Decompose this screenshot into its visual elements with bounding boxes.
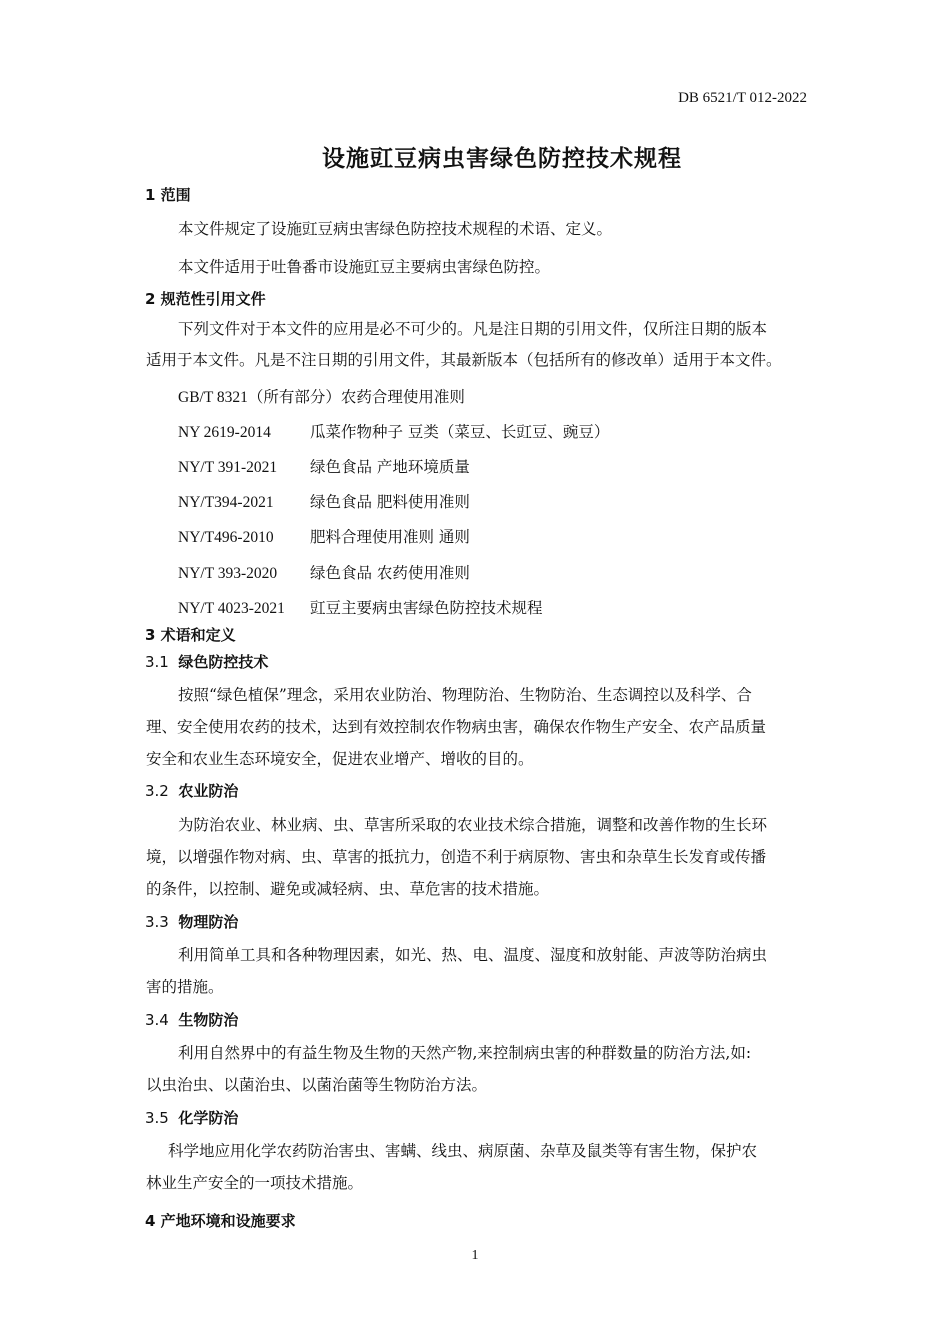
term-3-2-heading (145, 780, 238, 801)
term-3-5-line-2: 林业生产安全的一项技术措施。 (146, 1174, 364, 1192)
term-number: 3.5 (145, 1109, 169, 1127)
page-title: 设施豇豆病虫害绿色防控技术规程 (322, 146, 682, 172)
term-3-5-line-1: 科学地应用化学农药防治害虫、害螨、线虫、病原菌、杂草及鼠类等有害生物，保护农 (168, 1142, 758, 1160)
term-3-2-line-3: 的条件，以控制、避免或减轻病、虫、草危害的技术措施。 (146, 880, 550, 898)
term-3-5-heading (145, 1107, 238, 1128)
term-3-4-line-2: 以虫治虫、以菌治虫、以菌治菌等生物防治方法。 (146, 1076, 488, 1094)
reference-item (178, 420, 609, 442)
reference-code: NY/T 391-2021 (178, 459, 278, 476)
term-number: 3.3 (145, 913, 169, 931)
term-3-3-line-2: 害的措施。 (146, 978, 224, 996)
term-3-1-line-1: 按照“绿色植保”理念，采用农业防治、物理防治、生物防治、生态调控以及科学、合 (178, 686, 752, 704)
reference-code: NY/T394-2021 (178, 494, 274, 511)
reference-code: NY/T 4023-2021 (178, 600, 285, 617)
term-number: 3.2 (145, 782, 169, 800)
section-1-paragraph-2: 本文件适用于吐鲁番市设施豇豆主要病虫害绿色防控。 (178, 258, 551, 276)
section-2-heading: 2 规范性引用文件 (145, 290, 266, 308)
term-number: 3.4 (145, 1011, 169, 1029)
section-1-paragraph-1: 本文件规定了设施豇豆病虫害绿色防控技术规程的术语、定义。 (178, 220, 613, 238)
section-1-heading: 1 范围 (145, 186, 191, 204)
reference-item (178, 596, 543, 618)
term-name: 绿色防控技术 (178, 653, 269, 671)
term-name: 化学防治 (178, 1109, 239, 1127)
reference-code: NY/T 393-2020 (178, 565, 278, 582)
reference-title: 瓜菜作物种子 豆类（菜豆、长豇豆、豌豆） (310, 423, 610, 441)
term-3-3-heading (145, 911, 238, 932)
term-name: 物理防治 (178, 913, 239, 931)
reference-item (178, 525, 470, 547)
reference-title: 绿色食品 产地环境质量 (310, 458, 470, 476)
reference-title: 豇豆主要病虫害绿色防控技术规程 (310, 599, 543, 617)
term-3-3-line-1: 利用简单工具和各种物理因素，如光、热、电、温度、湿度和放射能、声波等防治病虫 (178, 946, 768, 964)
term-3-1-heading (145, 651, 268, 672)
reference-item (178, 455, 470, 477)
document-number: DB 6521/T 012-2022 (678, 90, 807, 106)
section-3-heading: 3 术语和定义 (145, 626, 236, 644)
term-name: 生物防治 (178, 1011, 239, 1029)
term-3-4-heading (145, 1009, 238, 1030)
term-3-2-line-2: 境，以增强作物对病、虫、草害的抵抗力，创造不利于病原物、害虫和杂草生长发育或传播 (146, 848, 767, 866)
section-4-heading: 4 产地环境和设施要求 (145, 1212, 296, 1230)
section-2-paragraph-line-1: 下列文件对于本文件的应用是必不可少的。凡是注日期的引用文件，仅所注日期的版本 (178, 320, 768, 338)
term-name: 农业防治 (178, 782, 239, 800)
reference-title: 绿色食品 肥料使用准则 (310, 493, 470, 511)
term-3-2-line-1: 为防治农业、林业病、虫、草害所采取的农业技术综合措施，调整和改善作物的生长环 (178, 816, 768, 834)
reference-title: 绿色食品 农药使用准则 (310, 564, 470, 582)
page-number: 1 (471, 1248, 479, 1263)
reference-title: 肥料合理使用准则 通则 (310, 528, 470, 546)
reference-code: NY/T496-2010 (178, 529, 274, 546)
reference-item (178, 385, 465, 407)
section-2-paragraph-line-2: 适用于本文件。凡是不注日期的引用文件，其最新版本（包括所有的修改单）适用于本文件。 (146, 351, 782, 369)
term-3-4-line-1: 利用自然界中的有益生物及生物的天然产物,来控制病虫害的种群数量的防治方法,如: (178, 1044, 752, 1062)
term-3-1-line-3: 安全和农业生态环境安全，促进农业增产、增收的目的。 (146, 750, 534, 768)
reference-code: GB/T 8321 (178, 389, 248, 406)
reference-item (178, 561, 470, 583)
term-number: 3.1 (145, 653, 169, 671)
reference-item (178, 490, 470, 512)
reference-title: （所有部分）农药合理使用准则 (247, 388, 465, 406)
reference-code: NY 2619-2014 (178, 424, 271, 441)
term-3-1-line-2: 理、安全使用农药的技术，达到有效控制农作物病虫害，确保农作物生产安全、农产品质量 (146, 718, 767, 736)
